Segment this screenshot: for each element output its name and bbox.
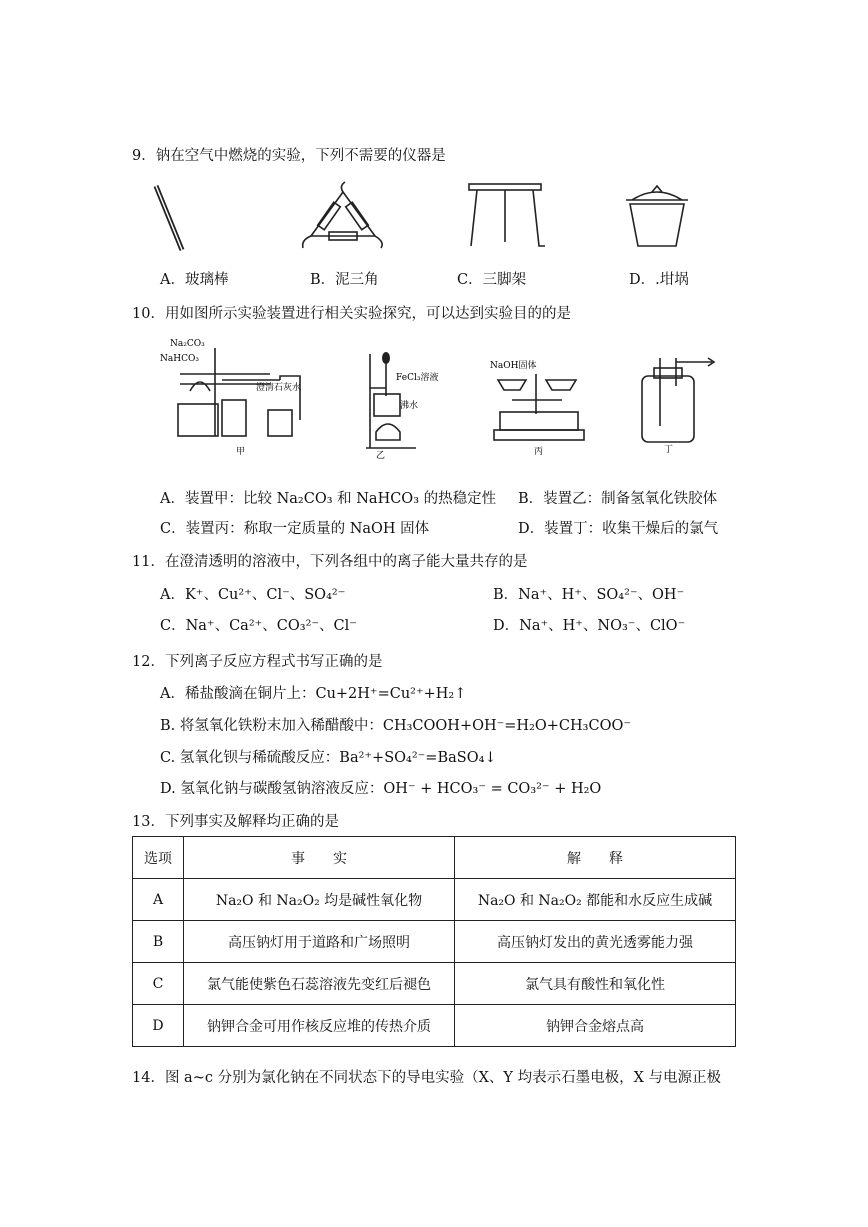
q10-stem: 10．用如图所示实验装置进行相关实验探究，可以达到实验目的的是 [132, 306, 571, 322]
table-header-row [133, 837, 736, 879]
q10-option-a: A．装置甲：比较 Na₂CO₃ 和 NaHCO₃ 的热稳定性 [160, 491, 497, 507]
apparatus-jia-diagram [160, 336, 320, 456]
table-cell: Na₂O 和 Na₂O₂ 都能和水反应生成碱 [455, 879, 736, 921]
table-row [133, 1005, 736, 1047]
table-row [133, 879, 736, 921]
q9-option-d: D．.坩埚 [629, 272, 689, 288]
table-cell: 高压钠灯发出的黄光透雾能力强 [455, 921, 736, 963]
table-cell: D [133, 1005, 184, 1047]
q12-option-b: B. 将氢氧化铁粉末加入稀醋酸中：CH₃COOH+OH⁻=H₂O+CH₃COO⁻ [160, 718, 631, 734]
q12-stem: 12．下列离子反应方程式书写正确的是 [132, 654, 383, 670]
table-cell: B [133, 921, 184, 963]
q12-option-d: D. 氢氧化钠与碳酸氢钠溶液反应：OH⁻ + HCO₃⁻ = CO₃²⁻ + H₂O [160, 781, 602, 797]
tripod-icon [467, 184, 547, 254]
label-limewater: 澄清石灰水 [256, 383, 302, 393]
label-naoh-solid: NaOH固体 [490, 361, 537, 371]
q9-stem: 9．钠在空气中燃烧的实验，下列不需要的仪器是 [132, 148, 446, 164]
table-cell: 钠钾合金熔点高 [455, 1005, 736, 1047]
q14-stem: 14．图 a~c 分别为氯化钠在不同状态下的导电实验（X、Y 均表示石墨电极，X 与电源正极 [132, 1070, 722, 1086]
label-bing: 丙 [534, 447, 544, 457]
header-option: 选项 [133, 837, 184, 879]
q11-stem: 11．在澄清透明的溶液中，下列各组中的离子能大量共存的是 [132, 554, 528, 570]
table-cell: 氯气具有酸性和氧化性 [455, 963, 736, 1005]
q9-option-b: B．泥三角 [310, 272, 379, 288]
q11-option-c: C．Na⁺、Ca²⁺、CO₃²⁻、Cl⁻ [160, 618, 357, 634]
apparatus-yi-diagram [356, 348, 466, 461]
label-nahco3: NaHCO₃ [160, 354, 199, 364]
label-yi: 乙 [376, 451, 386, 461]
q10-option-b: B．装置乙：制备氢氧化铁胶体 [518, 491, 718, 507]
header-fact: 事 实 [184, 837, 455, 879]
q12-option-c: C. 氢氧化钡与稀硫酸反应：Ba²⁺+SO₄²⁻=BaSO₄↓ [160, 750, 497, 766]
label-fecl3: FeCl₃溶液 [396, 373, 439, 383]
label-boiling-water: 沸水 [400, 401, 419, 411]
q10-option-d: D．装置丁：收集干燥后的氯气 [518, 521, 719, 537]
q10-option-c: C．装置丙：称取一定质量的 NaOH 固体 [160, 521, 430, 537]
q11-option-a: A．K⁺、Cu²⁺、Cl⁻、SO₄²⁻ [160, 587, 346, 603]
table-row [133, 921, 736, 963]
table-cell: 高压钠灯用于道路和广场照明 [184, 921, 455, 963]
table-cell: C [133, 963, 184, 1005]
q11-option-d: D．Na⁺、H⁺、NO₃⁻、ClO⁻ [493, 618, 686, 634]
table-cell: Na₂O 和 Na₂O₂ 均是碱性氧化物 [184, 879, 455, 921]
table-cell: 钠钾合金可用作核反应堆的传热介质 [184, 1005, 455, 1047]
apparatus-bing-diagram [490, 354, 590, 464]
glass-rod-icon [150, 184, 190, 254]
label-ding: 丁 [664, 445, 674, 455]
table-cell: 氯气能使紫色石蕊溶液先变红后褪色 [184, 963, 455, 1005]
table-row [133, 963, 736, 1005]
q12-option-a: A．稀盐酸滴在铜片上：Cu+2H⁺=Cu²⁺+H₂↑ [160, 686, 467, 702]
label-na2co3: Na₂CO₃ [170, 339, 205, 349]
apparatus-ding-diagram [632, 356, 722, 456]
facts-table [132, 836, 736, 1047]
q9-option-c: C．三脚架 [457, 272, 527, 288]
table-cell: A [133, 879, 184, 921]
label-jia: 甲 [236, 447, 246, 457]
q13-stem: 13．下列事实及解释均正确的是 [132, 814, 339, 830]
header-explanation: 解 释 [455, 837, 736, 879]
crucible-icon [622, 180, 692, 252]
q11-option-b: B．Na⁺、H⁺、SO₄²⁻、OH⁻ [493, 587, 685, 603]
clay-triangle-icon [295, 180, 395, 255]
q9-option-a: A．玻璃棒 [160, 272, 229, 288]
